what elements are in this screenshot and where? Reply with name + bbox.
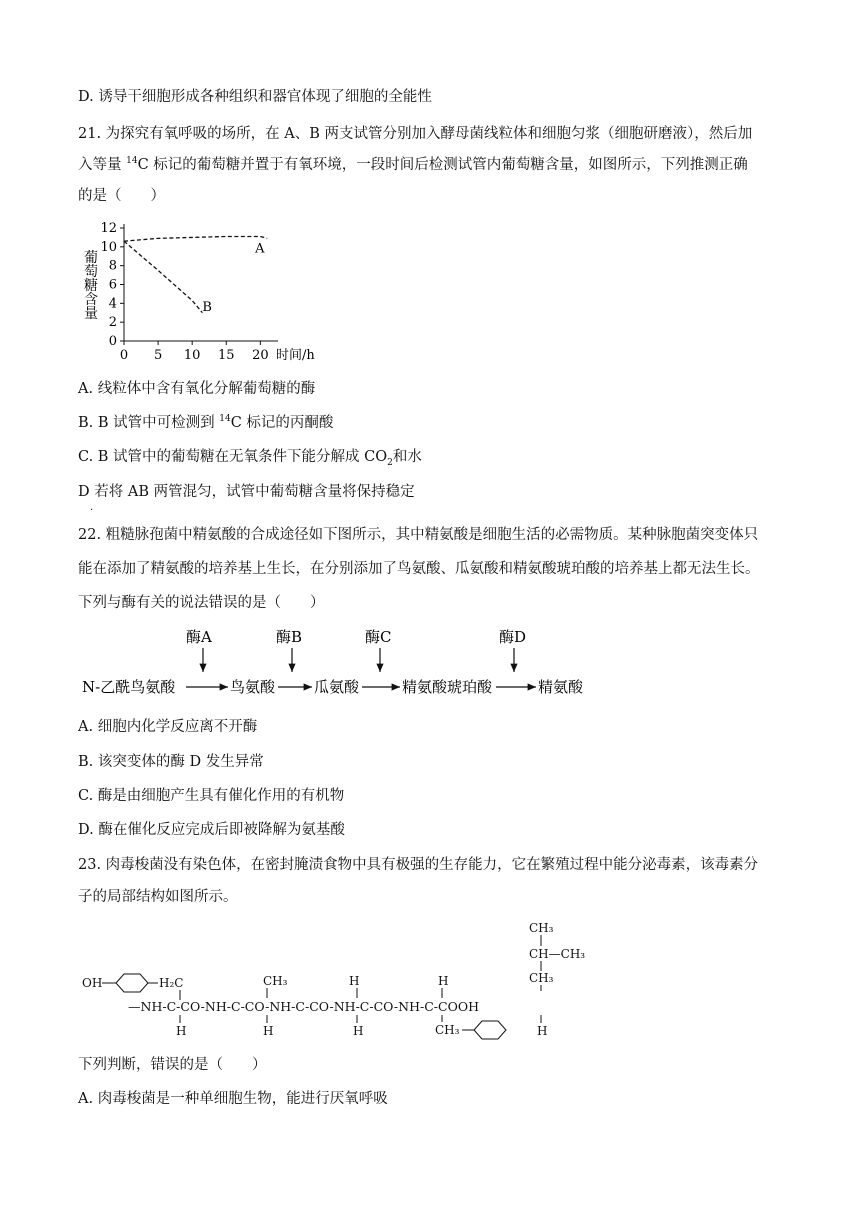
substrate-n-acetylornithine: N-乙酰鸟氨酸 xyxy=(82,678,176,696)
substrate-arginine: 精氨酸 xyxy=(538,678,584,696)
toxin-molecule-structure xyxy=(78,918,618,1043)
q22-stem-line1: 22. 粗糙脉孢菌中精氨酸的合成途径如下图所示，其中精氨酸是细胞生活的必需物质。某种脉胞菌突变体只 xyxy=(78,527,759,543)
y-tick-label: 2 xyxy=(108,315,117,331)
y-tick-label: 8 xyxy=(108,258,117,274)
q21-stem-line1: 21. 为探究有氧呼吸的场所，在 A、B 两支试管分别加入酵母菌线粒体和细胞匀浆（细胞研磨液），然后加 xyxy=(78,126,753,142)
mol-h-top-2: CH₃ xyxy=(263,974,288,988)
x-tick-label: 5 xyxy=(153,348,163,363)
y-axis-label: 葡萄糖含量 xyxy=(82,249,98,320)
q22-stem-line2: 能在添加了精氨酸的培养基上生长，在分别添加了鸟氨酸、瓜氨酸和精氨酸琥珀酸的培养基上都无法生长。 xyxy=(78,561,760,577)
mol-h-bottom-2: H xyxy=(263,1024,274,1038)
option-d-q20: D. 诱导干细胞形成各种组织和器官体现了细胞的全能性 xyxy=(78,89,432,105)
x-tick-label: 20 xyxy=(252,348,269,363)
q21-option-a: A. 线粒体中含有氧化分解葡萄糖的酶 xyxy=(78,381,316,397)
q23-stem-line3: 下列判断，错误的是（ ） xyxy=(78,1057,267,1073)
q21-option-c-post: 和水 xyxy=(392,449,422,465)
x-tick-label: 10 xyxy=(183,348,201,363)
q21-isotope-sup: 14 xyxy=(126,156,138,167)
y-tick-label: 6 xyxy=(108,277,117,293)
x-tick-label: 0 xyxy=(119,348,129,363)
enzyme-c-label: 酶C xyxy=(365,628,392,646)
q21-option-c-pre: C. B 试管中的葡萄糖在无氧条件下能分解成 CO xyxy=(78,449,388,465)
q22-option-a: A. 细胞内化学反应离不开酶 xyxy=(78,719,258,735)
q21-option-c xyxy=(78,447,422,467)
mol-h-bottom-5: H xyxy=(537,1024,548,1038)
glucose-chart xyxy=(78,215,338,375)
q23-stem-line1: 23. 肉毒梭菌没有染色体，在密封腌渍食物中具有极强的生存能力，它在繁殖过程中能分泌毒素，该毒素分 xyxy=(78,857,759,873)
q22-option-b: B. 该突变体的酶 D 发生异常 xyxy=(78,754,264,770)
series-label-B: B xyxy=(202,299,212,315)
mol-h-bottom-1: H xyxy=(176,1024,187,1038)
enzyme-b-label: 酶B xyxy=(276,628,303,646)
substrate-argininosuccinate: 精氨酸琥珀酸 xyxy=(402,678,493,696)
q22-stem-line3: 下列与酶有关的说法错误的是（ ） xyxy=(78,595,325,611)
substrate-citrulline: 瓜氨酸 xyxy=(314,678,360,696)
series-line-A xyxy=(124,236,267,241)
series-label-A: A xyxy=(255,241,265,257)
q21-option-c-sub: 2 xyxy=(387,457,393,468)
enzyme-d-label: 酶D xyxy=(499,628,527,646)
q21-stem-line3: 的是（ ） xyxy=(78,188,165,204)
mol-h-top-4: H xyxy=(438,974,449,988)
mol-h2c: H₂C xyxy=(159,976,184,990)
enzyme-a-label: 酶A xyxy=(186,628,212,646)
y-tick-label: 0 xyxy=(108,334,117,349)
stray-dot: . xyxy=(90,502,94,513)
q22-option-c: C. 酶是由细胞产生具有催化作用的有机物 xyxy=(78,788,345,804)
series-line-B xyxy=(124,241,202,313)
q21-option-b-sup: 14 xyxy=(219,414,231,425)
mol-ch-ch3: CH—CH₃ xyxy=(529,947,586,961)
mol-benzene-ring-2 xyxy=(474,1021,506,1039)
q21-option-b-pre: B. B 试管中可检测到 xyxy=(78,415,220,431)
mol-ch3-top: CH₃ xyxy=(529,921,554,935)
y-tick-label: 12 xyxy=(100,221,117,236)
q21-stem-line2 xyxy=(78,155,748,175)
mol-ch3-bottom-4: CH₃ xyxy=(435,1023,460,1037)
mol-oh: OH xyxy=(82,976,103,990)
x-axis-label: 时间/h xyxy=(276,348,315,363)
y-tick-label: 4 xyxy=(108,296,117,312)
x-tick-label: 15 xyxy=(217,348,235,363)
q21-stem-line2-pre: 入等量 xyxy=(78,157,127,173)
q21-option-b-post: C 标记的丙酮酸 xyxy=(230,415,334,431)
q23-option-a: A. 肉毒梭菌是一种单细胞生物，能进行厌氧呼吸 xyxy=(78,1091,388,1107)
mol-h-bottom-3: H xyxy=(353,1024,364,1038)
arginine-pathway-diagram xyxy=(78,622,618,707)
q22-option-d: D. 酶在催化反应完成后即被降解为氨基酸 xyxy=(78,822,345,838)
q21-option-d: D 若将 AB 两管混匀，试管中葡萄糖含量将保持稳定 xyxy=(78,484,415,500)
mol-ch3-top-3: H xyxy=(349,974,360,988)
y-tick-label: 10 xyxy=(100,239,117,255)
q21-option-b xyxy=(78,413,333,433)
mol-backbone: —NH-C-CO-NH-C-CO-NH-C-CO-NH-C-CO-NH-C-COOH xyxy=(128,999,479,1014)
q23-stem-line2: 子的局部结构如图所示。 xyxy=(78,889,238,905)
mol-ch3-mid: CH₃ xyxy=(529,971,554,985)
substrate-ornithine: 鸟氨酸 xyxy=(230,678,276,696)
mol-benzene-ring-1 xyxy=(116,974,148,992)
q21-stem-line2-post: C 标记的葡萄糖并置于有氧环境，一段时间后检测试管内葡萄糖含量，如图所示，下列推测正确 xyxy=(137,157,748,173)
